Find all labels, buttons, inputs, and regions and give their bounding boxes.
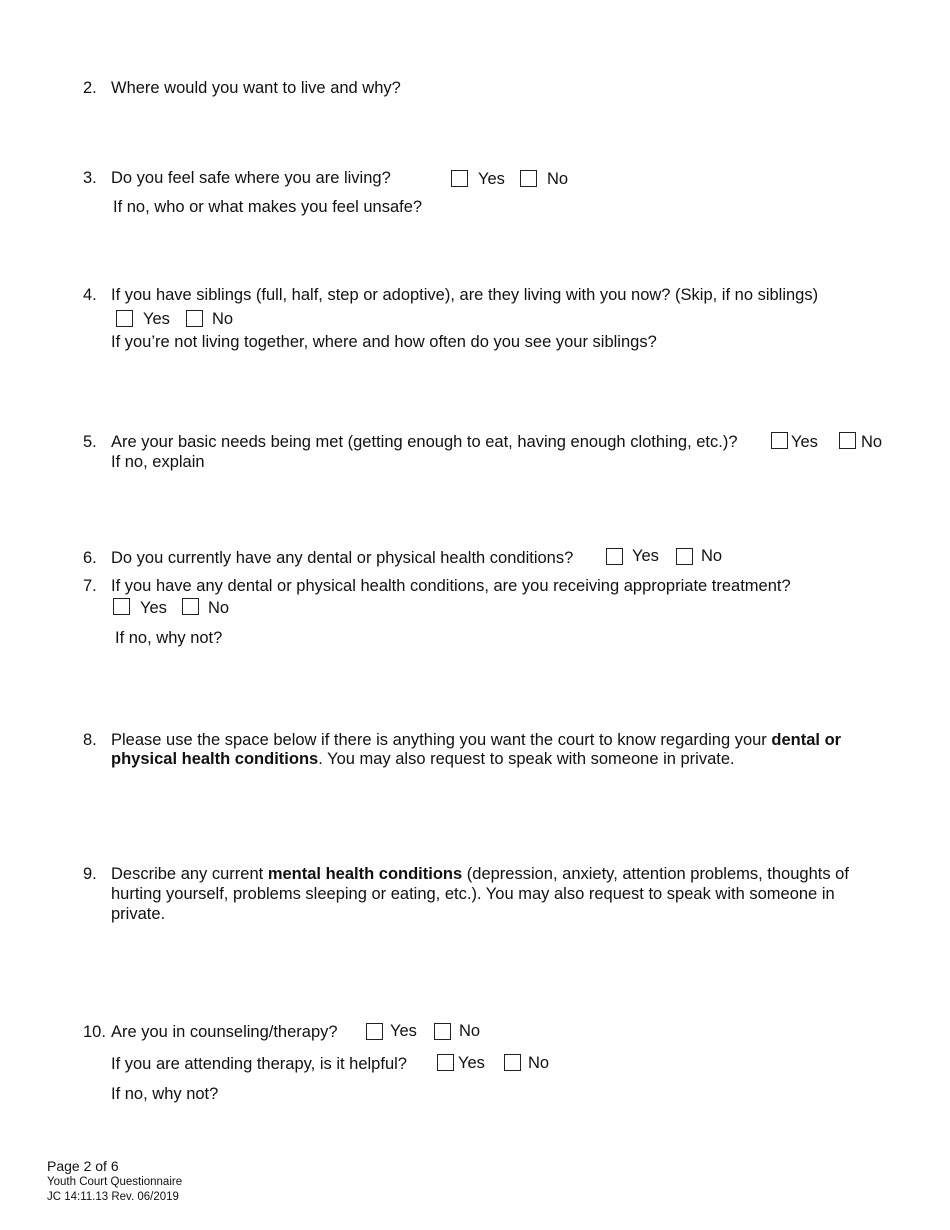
- footer-form-name: Youth Court Questionnaire: [47, 1176, 183, 1188]
- q9-line3: private.: [111, 905, 166, 923]
- q10-no-checkbox[interactable]: [434, 1023, 451, 1040]
- footer-form-id: JC 14:11.13 Rev. 06/2019: [47, 1191, 179, 1203]
- q2-text: Where would you want to live and why?: [111, 79, 401, 97]
- q7-number: 7.: [83, 577, 97, 595]
- q8-line1: [111, 730, 841, 750]
- q3-text: Do you feel safe where you are living?: [111, 169, 391, 187]
- q7-yes-checkbox[interactable]: [113, 598, 130, 615]
- q10-helpful-no-checkbox[interactable]: [504, 1054, 521, 1071]
- q6-yes-checkbox[interactable]: [606, 548, 623, 565]
- q7-no-label: No: [208, 599, 230, 617]
- q4-followup: If you’re not living together, where and how often do you see your siblings?: [111, 333, 657, 351]
- q7-yes-label: Yes: [140, 599, 167, 617]
- q10-helpful-yes-checkbox[interactable]: [437, 1054, 454, 1071]
- q10-text: Are you in counseling/therapy?: [111, 1023, 338, 1041]
- q6-number: 6.: [83, 549, 97, 567]
- q10-no-label: No: [459, 1022, 481, 1040]
- q5-no-checkbox[interactable]: [839, 432, 856, 449]
- q3-followup: If no, who or what makes you feel unsafe?: [113, 198, 423, 216]
- q8-line1-text: Please use the space below if there is anything you want the court to know regarding your: [111, 731, 772, 749]
- footer-page-number: Page 2 of 6: [47, 1158, 119, 1174]
- q5-followup: If no, explain: [111, 453, 205, 471]
- q8-line2-text: . You may also request to speak with someone in private.: [318, 750, 735, 768]
- q10-number: 10.: [83, 1023, 106, 1041]
- q3-no-checkbox[interactable]: [520, 170, 537, 187]
- q10-followup2: If no, why not?: [111, 1085, 219, 1103]
- q9-line1: [111, 864, 849, 884]
- q7-text: If you have any dental or physical health conditions, are you receiving appropriate treatment?: [111, 577, 791, 595]
- q3-yes-checkbox[interactable]: [451, 170, 468, 187]
- q10-yes-checkbox[interactable]: [366, 1023, 383, 1040]
- q9-line1-pre: Describe any current: [111, 865, 268, 883]
- q8-line2: [111, 749, 735, 769]
- q10-helpful-no-label: No: [528, 1054, 550, 1072]
- q6-no-checkbox[interactable]: [676, 548, 693, 565]
- q10-yes-label: Yes: [390, 1022, 417, 1040]
- q3-no-label: No: [547, 170, 569, 188]
- q6-text: Do you currently have any dental or physical health conditions?: [111, 549, 574, 567]
- q4-no-label: No: [212, 310, 234, 328]
- q5-yes-label: Yes: [791, 433, 818, 451]
- q3-yes-label: Yes: [478, 170, 505, 188]
- q6-no-label: No: [701, 547, 723, 565]
- q4-yes-label: Yes: [143, 310, 170, 328]
- q9-line2: hurting yourself, problems sleeping or eating, etc.). You may also request to speak with someone in: [111, 885, 835, 903]
- q5-number: 5.: [83, 433, 97, 451]
- q4-yes-checkbox[interactable]: [116, 310, 133, 327]
- q10-helpful-yes-label: Yes: [458, 1054, 485, 1072]
- q8-number: 8.: [83, 731, 97, 749]
- q8-line2-bold: physical health conditions: [111, 750, 319, 768]
- q5-text: Are your basic needs being met (getting enough to eat, having enough clothing, etc.)?: [111, 433, 738, 451]
- q2-number: 2.: [83, 79, 97, 97]
- q8-line1-bold: dental or: [771, 731, 842, 749]
- q5-yes-checkbox[interactable]: [771, 432, 788, 449]
- q9-number: 9.: [83, 865, 97, 883]
- q4-number: 4.: [83, 286, 97, 304]
- q10-followup1: If you are attending therapy, is it helpful?: [111, 1055, 407, 1073]
- q6-yes-label: Yes: [632, 547, 659, 565]
- q4-no-checkbox[interactable]: [186, 310, 203, 327]
- q9-line1-post: (depression, anxiety, attention problems, thoughts of: [462, 865, 849, 883]
- q4-text: If you have siblings (full, half, step or adoptive), are they living with you now? (Skip, if no siblings): [111, 286, 819, 304]
- q9-line1-bold: mental health conditions: [267, 865, 463, 883]
- q3-number: 3.: [83, 169, 97, 187]
- q5-no-label: No: [861, 433, 883, 451]
- q7-followup: If no, why not?: [115, 629, 223, 647]
- q7-no-checkbox[interactable]: [182, 598, 199, 615]
